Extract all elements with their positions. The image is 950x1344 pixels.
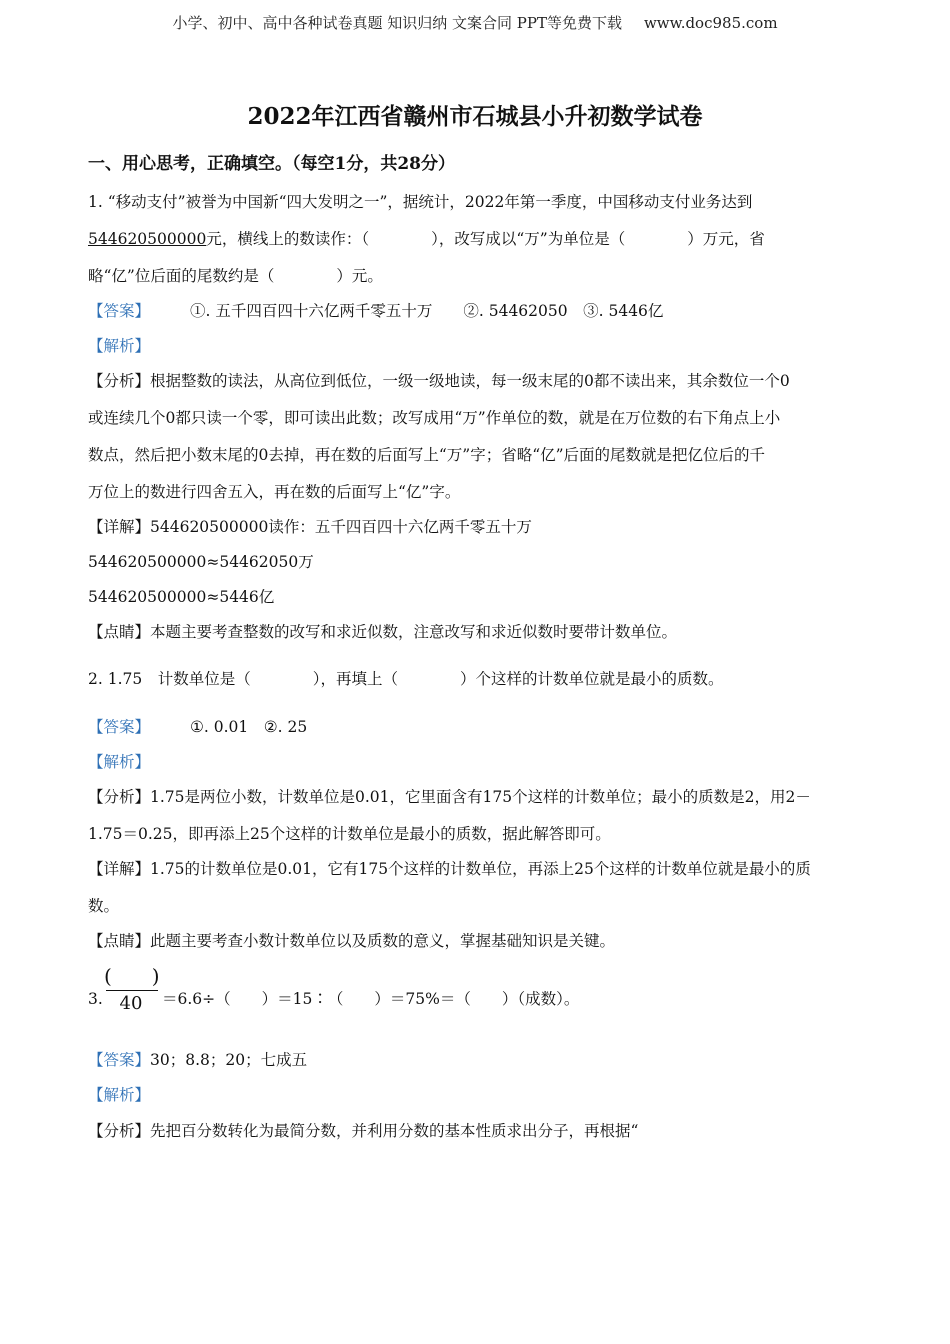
q1-answer xyxy=(88,300,868,322)
q3-fraction-denominator: 40 xyxy=(119,993,143,1014)
q2-fenxi2: 1.75＝0.25，即再添上25个这样的计数单位是最小的质数，据此解答即可。 xyxy=(88,825,611,843)
q1-line1: 1. “移动支付”被誉为中国新“四大发明之一”，据统计，2022年第一季度，中国移动支付业务达到 xyxy=(88,193,753,211)
q1-fenxi2: 或连续几个0都只读一个零，即可读出此数；改写成用“万”作单位的数，就是在万位数的右下角点上小 xyxy=(88,409,781,427)
q2-fenxi1: 【分析】1.75是两位小数，计数单位是0.01，它里面含有175个这样的计数单位；最小的质数是2，用2－ xyxy=(88,788,811,806)
q2-answer-tag: 【答案】 xyxy=(88,718,151,736)
q3-fenxi: 【分析】先把百分数转化为最简分数，并利用分数的基本性质求出分子，再根据“ xyxy=(88,1122,639,1140)
q1-answer-tag: 【答案】 xyxy=(88,302,151,320)
q2-xiangjie1: 【详解】1.75的计数单位是0.01，它有175个这样的计数单位，再添上25个这样的计数单位就是最小的质 xyxy=(88,860,811,878)
q2-answer-text: ①. 0.01 ②. 25 xyxy=(190,718,308,736)
header-text: 小学、初中、高中各种试卷真题 知识归纳 文案合同 PPT等免费下载 xyxy=(172,14,622,32)
page-header xyxy=(0,12,950,33)
q3-answer xyxy=(88,1049,868,1071)
q3-answer-tag: 【答案】 xyxy=(88,1051,151,1069)
q1-xiangjie2: 544620500000≈54462050万 xyxy=(88,553,314,571)
q1-number: 544620500000 xyxy=(88,230,207,248)
q2-xiangjie2: 数。 xyxy=(88,897,120,915)
section-heading: 一、用心思考，正确填空。（每空1分，共28分） xyxy=(88,154,455,174)
header-site-link[interactable]: www.doc985.com xyxy=(643,14,778,32)
q2-line1: 2. 1.75 计数单位是（ ），再填上（ ）个这样的计数单位就是最小的质数。 xyxy=(88,670,724,688)
q1-line2 xyxy=(88,228,868,250)
q1-answer-text: ①. 五千四百四十六亿两千零五十万 ②. 54462050 ③. 5446亿 xyxy=(190,302,664,320)
q3-number: 3. xyxy=(88,990,103,1008)
q1-xiangjie1: 【详解】544620500000读作：五千四百四十六亿两千零五十万 xyxy=(88,518,532,536)
q1-fenxi3: 数点，然后把小数末尾的0去掉，再在数的后面写上“万”字；省略“亿”后面的尾数就是把亿位后的千 xyxy=(88,446,766,464)
q3-fraction-numerator: ( ) xyxy=(104,964,160,988)
q2-answer xyxy=(88,716,868,738)
q1-fenxi4: 万位上的数进行四舍五入，再在数的后面写上“亿”字。 xyxy=(88,483,461,501)
q3-fraction xyxy=(104,964,158,1016)
q1-line3: 略“亿”位后面的尾数约是（ ）元。 xyxy=(88,267,383,285)
q1-xiangjie3: 544620500000≈5446亿 xyxy=(88,588,275,606)
q3-answer-text: 30；8.8；20；七成五 xyxy=(150,1051,308,1069)
q1-fenxi-tag: 【分析】 xyxy=(88,372,151,390)
q3-expression: ＝6.6÷（ ）＝15∶（ ）＝75%＝（ ）（成数）。 xyxy=(162,990,580,1008)
q2-jiexi-tag: 【解析】 xyxy=(88,753,151,771)
q3-jiexi-tag: 【解析】 xyxy=(88,1086,151,1104)
q1-fenxi1-text: 根据整数的读法，从高位到低位，一级一级地读，每一级末尾的0都不读出来，其余数位一个0 xyxy=(150,372,790,390)
q1-jiexi-tag: 【解析】 xyxy=(88,337,151,355)
q1-dianjing: 【点睛】本题主要考查整数的改写和求近似数，注意改写和求近似数时要带计数单位。 xyxy=(88,623,678,641)
q1-line2-rest: 元，横线上的数读作：（ ），改写成以“万”为单位是（ ）万元，省 xyxy=(206,230,765,248)
q1-fenxi1 xyxy=(88,370,868,392)
q3-fraction-bar xyxy=(106,990,158,991)
exam-title: 2022年江西省赣州市石城县小升初数学试卷 xyxy=(247,103,703,130)
q2-dianjing: 【点睛】此题主要考查小数计数单位以及质数的意义，掌握基础知识是关键。 xyxy=(88,932,616,950)
